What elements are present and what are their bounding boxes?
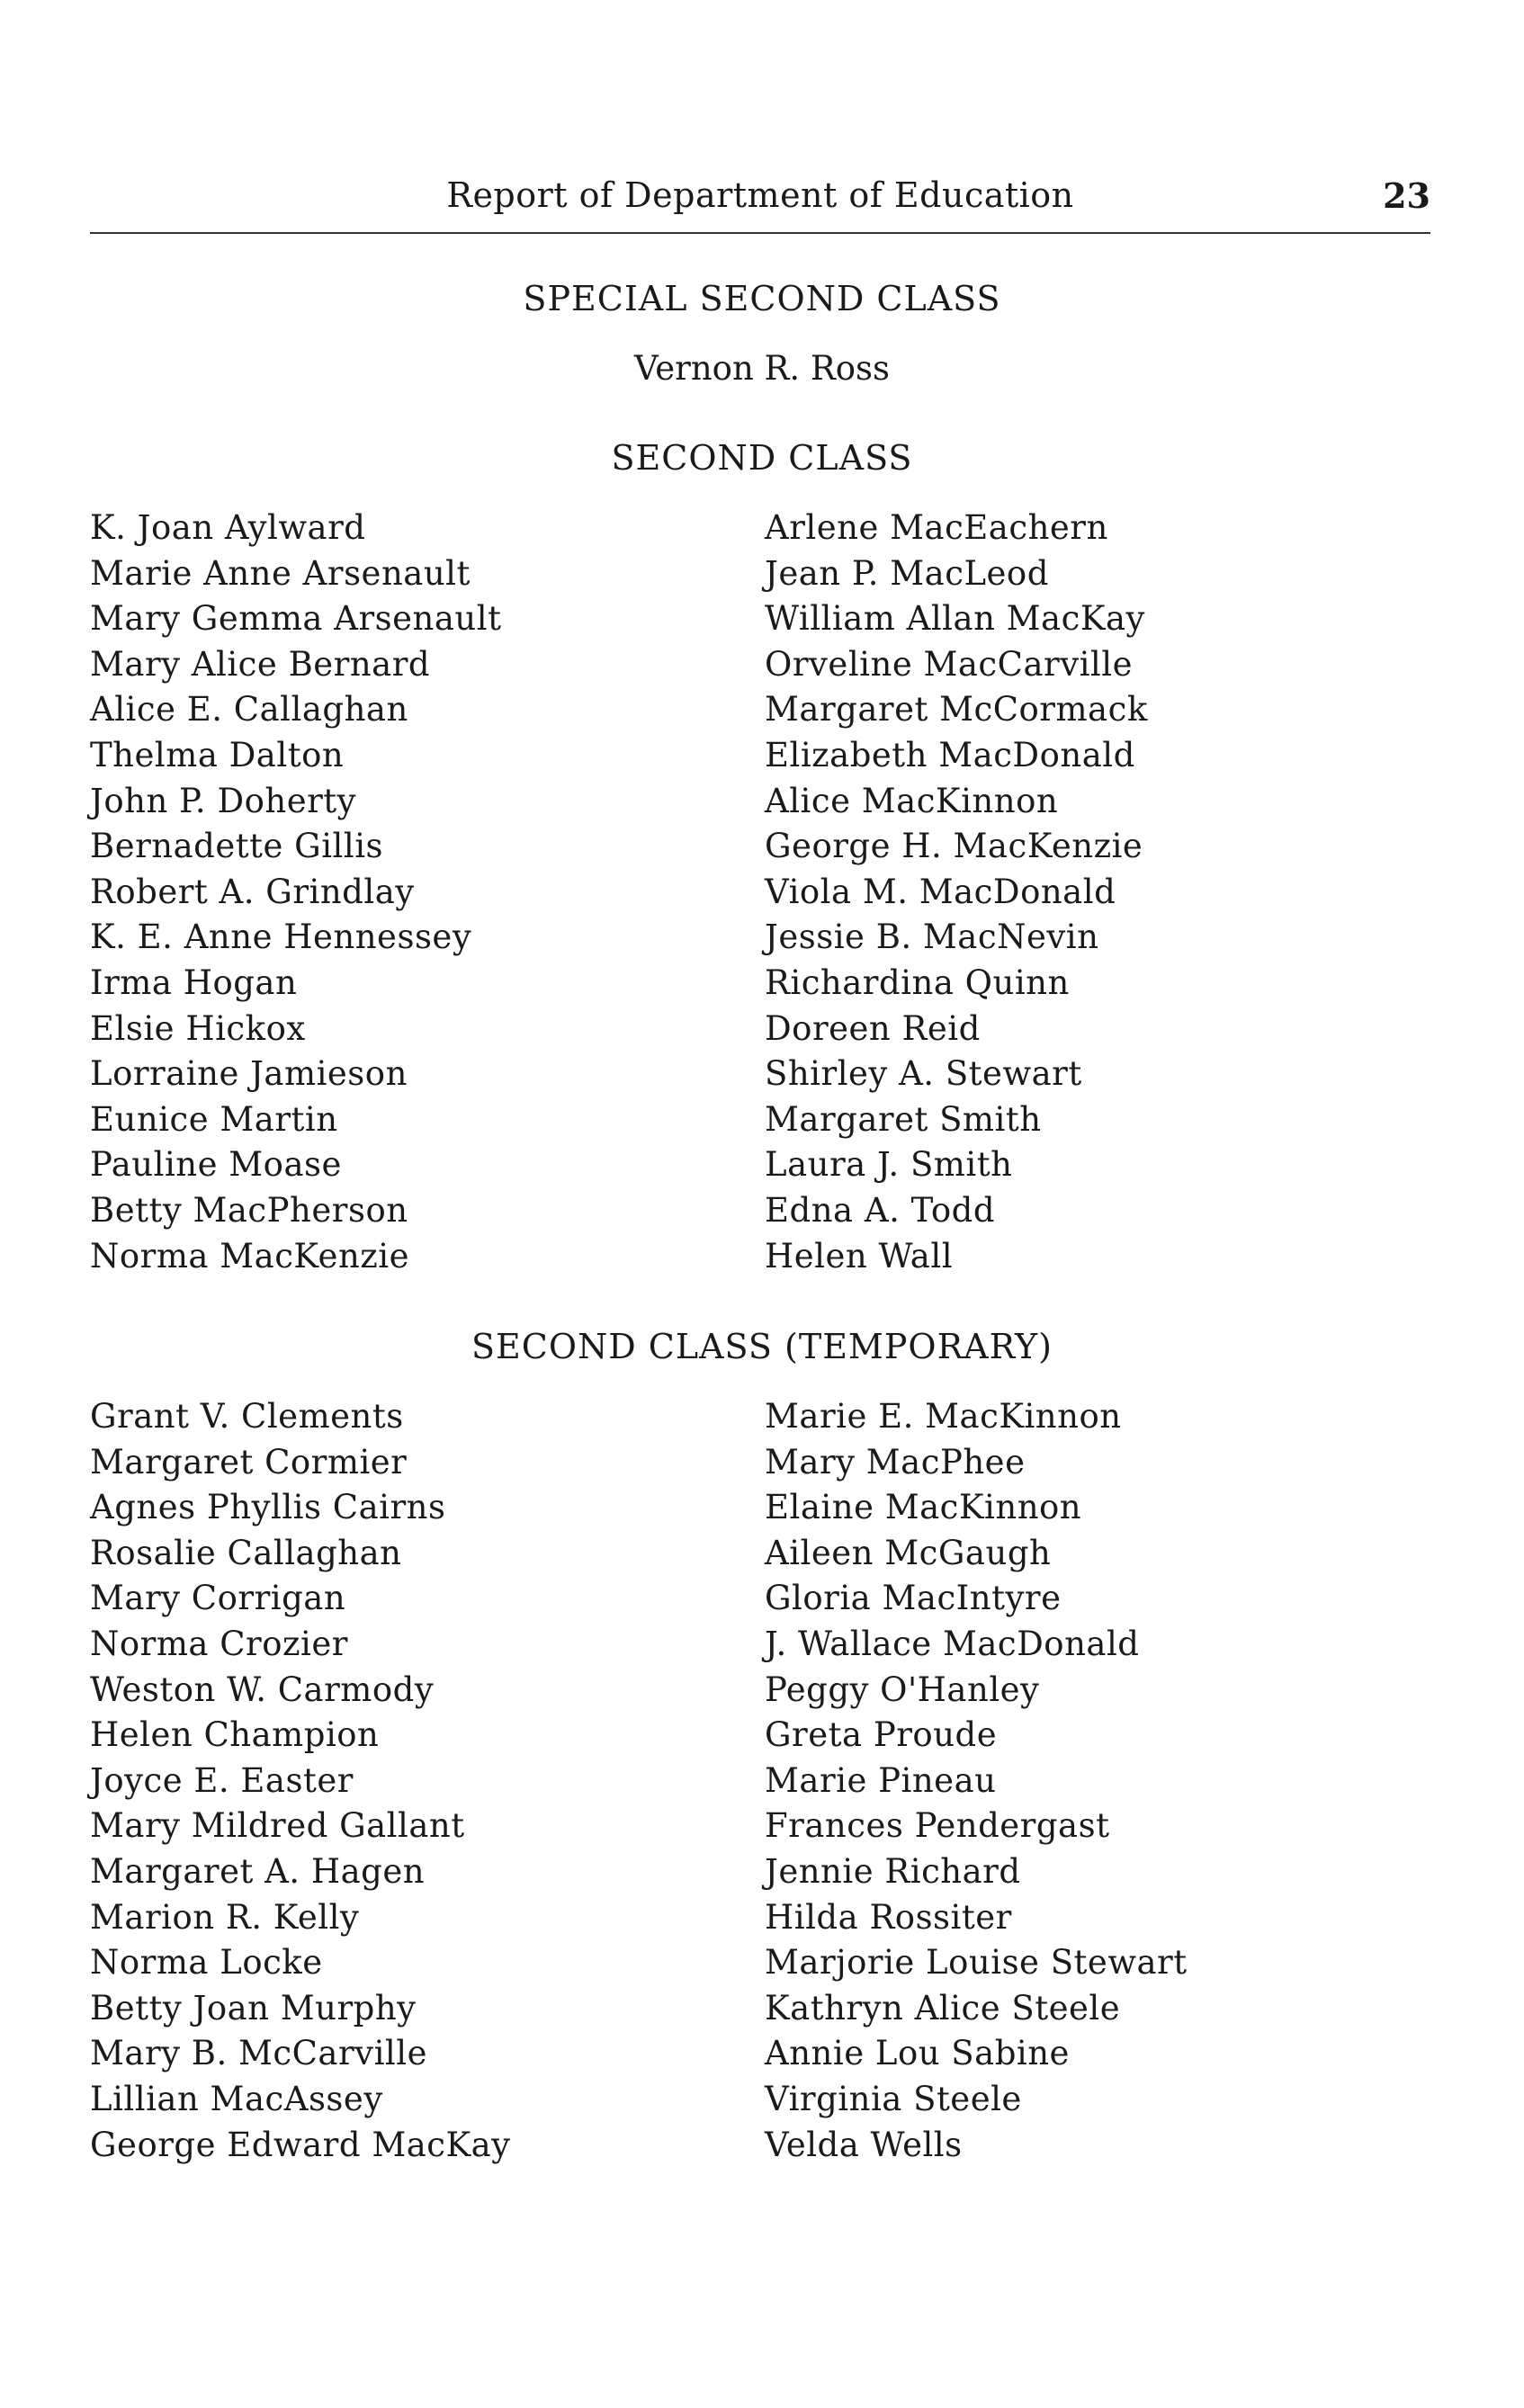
list-item: Orveline MacCarville	[765, 644, 1133, 684]
list-item: Doreen Reid	[765, 1008, 981, 1048]
list-item: Hilda Rossiter	[765, 1897, 1012, 1937]
list-item: Elsie Hickox	[90, 1008, 306, 1048]
list-item: K. Joan Aylward	[90, 508, 366, 547]
list-item: Margaret Smith	[765, 1099, 1042, 1139]
list-item: Peggy O'Hanley	[765, 1669, 1040, 1709]
list-item: John P. Doherty	[90, 781, 357, 820]
list-item: Frances Pendergast	[765, 1806, 1110, 1846]
list-item: Virginia Steele	[765, 2079, 1022, 2118]
list-item: Betty MacPherson	[90, 1190, 408, 1230]
list-item: Helen Wall	[765, 1236, 954, 1276]
list-item: Jessie B. MacNevin	[765, 918, 1099, 957]
list-item: Greta Proude	[765, 1715, 998, 1755]
list-item: George H. MacKenzie	[765, 827, 1143, 866]
list-item: Marie E. MacKinnon	[765, 1397, 1122, 1436]
list-item: Alice E. Callaghan	[90, 690, 408, 730]
list-item: Margaret McCormack	[765, 690, 1148, 730]
list-item: K. E. Anne Hennessey	[90, 918, 472, 957]
list-item: Agnes Phyllis Cairns	[90, 1488, 446, 1527]
list-item: J. Wallace MacDonald	[765, 1624, 1140, 1663]
list-item: Grant V. Clements	[90, 1397, 404, 1436]
second-class-temporary-left-list	[90, 1394, 511, 2168]
list-item: Annie Lou Sabine	[765, 2034, 1070, 2073]
list-item: Richardina Quinn	[765, 962, 1070, 1002]
list-item: Pauline Moase	[90, 1145, 342, 1185]
list-item: Elizabeth MacDonald	[765, 735, 1135, 774]
list-item: Marjorie Louise Stewart	[765, 1943, 1188, 1983]
page-number: 23	[1383, 175, 1430, 216]
list-item: Bernadette Gillis	[90, 827, 384, 866]
list-item: Mary MacPhee	[765, 1442, 1026, 1482]
list-item: Shirley A. Stewart	[765, 1054, 1082, 1094]
second-class-right-list	[765, 506, 1148, 1279]
list-item: Jennie Richard	[765, 1851, 1021, 1891]
list-item: Jean P. MacLeod	[765, 553, 1049, 593]
list-item: Marie Anne Arsenault	[90, 553, 471, 593]
list-item: George Edward MacKay	[90, 2125, 511, 2164]
list-item: Gloria MacIntyre	[765, 1579, 1062, 1618]
running-header	[90, 175, 1430, 229]
list-item: Marie Pineau	[765, 1760, 997, 1800]
list-item: Norma Crozier	[90, 1624, 348, 1663]
list-item: Mary Mildred Gallant	[90, 1806, 465, 1846]
list-item: Edna A. Todd	[765, 1190, 996, 1230]
list-item: Mary Alice Bernard	[90, 644, 431, 684]
list-item: Mary Corrigan	[90, 1579, 346, 1618]
list-item: Alice MacKinnon	[765, 781, 1059, 820]
list-item: Robert A. Grindlay	[90, 872, 415, 911]
second-class-temporary-right-list	[765, 1394, 1188, 2168]
list-item: Arlene MacEachern	[765, 508, 1108, 547]
list-item: Helen Champion	[90, 1715, 380, 1755]
list-item: Lillian MacAssey	[90, 2079, 383, 2118]
list-item: Norma MacKenzie	[90, 1236, 410, 1276]
list-item: Viola M. MacDonald	[765, 872, 1116, 911]
list-item: Weston W. Carmody	[90, 1669, 435, 1709]
section-heading-special-second-class: SPECIAL SECOND CLASS	[523, 279, 1001, 318]
section-heading-second-class: SECOND CLASS	[611, 438, 913, 478]
list-item: Mary B. McCarville	[90, 2034, 427, 2073]
page-header-title: Report of Department of Education	[446, 175, 1074, 215]
list-item: Irma Hogan	[90, 962, 298, 1002]
list-item: Margaret A. Hagen	[90, 1851, 426, 1891]
list-item: William Allan MacKay	[765, 599, 1145, 639]
list-item: Thelma Dalton	[90, 735, 345, 774]
list-item: Norma Locke	[90, 1943, 323, 1983]
list-item: Aileen McGaugh	[765, 1533, 1052, 1572]
list-item: Laura J. Smith	[765, 1145, 1013, 1185]
list-item: Kathryn Alice Steele	[765, 1988, 1121, 2028]
list-item: Betty Joan Murphy	[90, 1988, 417, 2028]
special-second-class-name: Vernon R. Ross	[633, 349, 891, 388]
section-heading-second-class-temporary: SECOND CLASS (TEMPORARY)	[471, 1327, 1053, 1366]
list-item: Eunice Martin	[90, 1099, 338, 1139]
header-rule	[90, 232, 1430, 234]
list-item: Rosalie Callaghan	[90, 1533, 402, 1572]
list-item: Mary Gemma Arsenault	[90, 599, 502, 639]
second-class-left-list	[90, 506, 501, 1279]
list-item: Margaret Cormier	[90, 1442, 408, 1482]
list-item: Velda Wells	[765, 2125, 963, 2164]
list-item: Marion R. Kelly	[90, 1897, 360, 1937]
list-item: Joyce E. Easter	[90, 1760, 354, 1800]
list-item: Lorraine Jamieson	[90, 1054, 408, 1094]
list-item: Elaine MacKinnon	[765, 1488, 1082, 1527]
